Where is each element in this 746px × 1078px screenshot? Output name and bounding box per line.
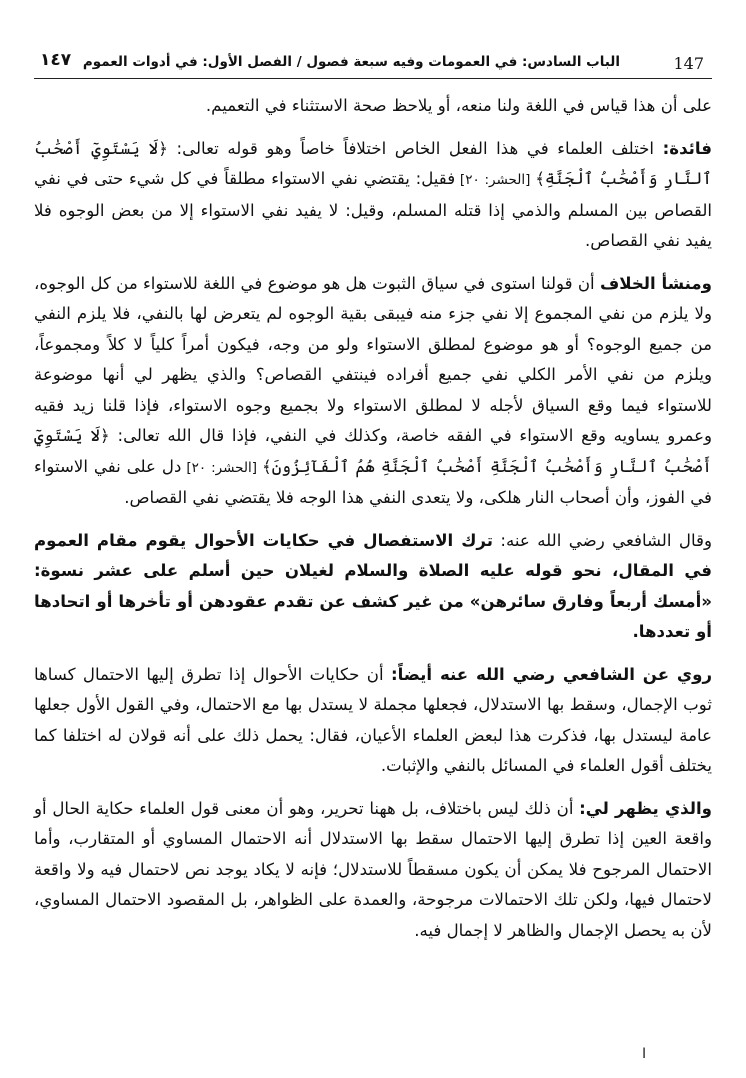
paragraph-text: وقال الشافعي رضي الله عنه: — [492, 530, 712, 550]
paragraph-text: أن قولنا استوى في سياق الثبوت هل هو موضوع في اللغة للاستواء من كل الوجوه، ولا يلزم من نفي المجموع إلا نفي جزء منه فيبقى بقية الوجوه لم يتعرض لها بالنفي، فلا يلزم النفي من جميع الوجوه؟ أو هو موضوع لمطلق الاستواء ولو من وجه، فيكون أمراً كلياً لا كلاً ومجموعاً، ويلزم من نفي الأمر الكلي نفي جميع أفراده فينتفي القصاص؟ والذي يظهر لي أنها موضوعة للاستواء فيما وقع السياق لأجله لا لمطلق الاستواء ولا بجميع وجوه الاستواء، فإذا قلنا زيد فقيه وعمرو يساويه وقع الاستواء في الفقه خاصة، وكذلك في النفي، فإذا قال الله تعالى: — [34, 273, 712, 445]
paragraph-1 — [34, 91, 712, 122]
quran-verse: ﴿لَا يَسْتَوِيٓ أَصْحَٰبُ ٱلنَّارِ وَأَصْحَٰبُ ٱلْجَنَّةِ أَصْحَٰبُ ٱلْجَنَّةِ هُمُ ٱلْفَآئِزُونَ﴾ — [34, 426, 713, 476]
page-header — [34, 46, 712, 79]
quran-verse: ﴿لَا يَسْتَوِيٓ أَصْحَٰبُ ٱلنَّارِ وَأَصْحَٰبُ ٱلْجَنَّةِ﴾ — [34, 138, 713, 188]
page-number-latin: 147 — [673, 54, 704, 73]
footer-mark: ا — [642, 1046, 646, 1062]
paragraph-5 — [34, 660, 712, 782]
paragraph-lead: فائدة: — [662, 138, 712, 158]
paragraph-lead: روي عن الشافعي رضي الله عنه أيضاً: — [390, 664, 712, 684]
paragraph-2 — [34, 134, 712, 257]
paragraph-text: اختلف العلماء في هذا الفعل الخاص اختلافاً خاصاً وهو قوله تعالى: — [167, 138, 663, 158]
paragraph-bold-text: ترك الاستفصال في حكايات الأحوال يقوم مقام العموم في المقال، نحو قوله عليه الصلاة والسلام لغيلان حين أسلم على عشر نسوة: «أمسك أربعاً وفارق سائرهن» من غير كشف عن تقدم عقودهن أو تأخرها أو اتحادها أو تعددها. — [34, 530, 712, 641]
body-text — [34, 91, 712, 946]
page-number-arabic: ١٤٧ — [40, 50, 72, 70]
paragraph-6 — [34, 794, 712, 947]
paragraph-lead: والذي يظهر لي: — [579, 798, 712, 818]
paragraph-text: على أن هذا قياس في اللغة ولنا منعه، أو يلاحظ صحة الاستثناء في التعميم. — [205, 96, 712, 115]
paragraph-text: أن ذلك ليس باختلاف، بل ههنا تحرير، وهو أن معنى قول العلماء حكاية الحال أو واقعة العين إذا تطرق إليها الاحتمال سقط بها الاستدلال أنه الاحتمال المساوي أو المتقارب، وأما الاحتمال المرجوح فلا يمكن أن يكون مسقطاً للاستدلال؛ فإنه لا يكاد يوجد نص لاحتمال فيه ولا واقعة لاحتمال فيها، ولكن تلك الاحتمالات مرجوحة، والعمدة على الظواهر، بل المقصود الاحتمال المساوي، لأن به يحصل الإجمال والظاهر لا إجمال فيه. — [34, 798, 712, 940]
running-title: الباب السادس: في العمومات وفيه سبعة فصول / الفصل الأول: في أدوات العموم — [82, 54, 620, 70]
paragraph-3 — [34, 269, 712, 514]
verse-reference: [الحشر: ٢٠] — [181, 459, 262, 476]
paragraph-text: فقيل: يقتضي نفي الاستواء مطلقاً في كل شيء حتى في نفي القصاص بين المسلم والذمي إذا قتله المسلم، وقيل: لا يفيد نفي الاستواء إلا من بعض الوجوه فلا يفيد نفي القصاص. — [34, 169, 712, 250]
paragraph-lead: ومنشأ الخلاف — [599, 273, 712, 293]
paragraph-text: دل على نفي الاستواء في الفوز، وأن أصحاب النار هلكى، ولا يتعدى النفي هذا الوجه فلا يقتضي نفي القصاص. — [34, 456, 712, 507]
verse-reference: [الحشر: ٢٠] — [455, 172, 536, 188]
paragraph-text: أن حكايات الأحوال إذا تطرق إليها الاحتمال كساها ثوب الإجمال، وسقط بها الاستدلال، فجعلها مجملة لا يستدل بها مع الاحتمال، وفي القول الأول جعلها عامة ليستدل بها، فذكرت هذا لبعض العلماء الأعيان، فقال: يحمل ذلك على أنه قولان له اختلفا كما يختلف أقول العلماء في المسائل بالنفي والإثبات. — [34, 664, 712, 775]
paragraph-4 — [34, 526, 712, 648]
